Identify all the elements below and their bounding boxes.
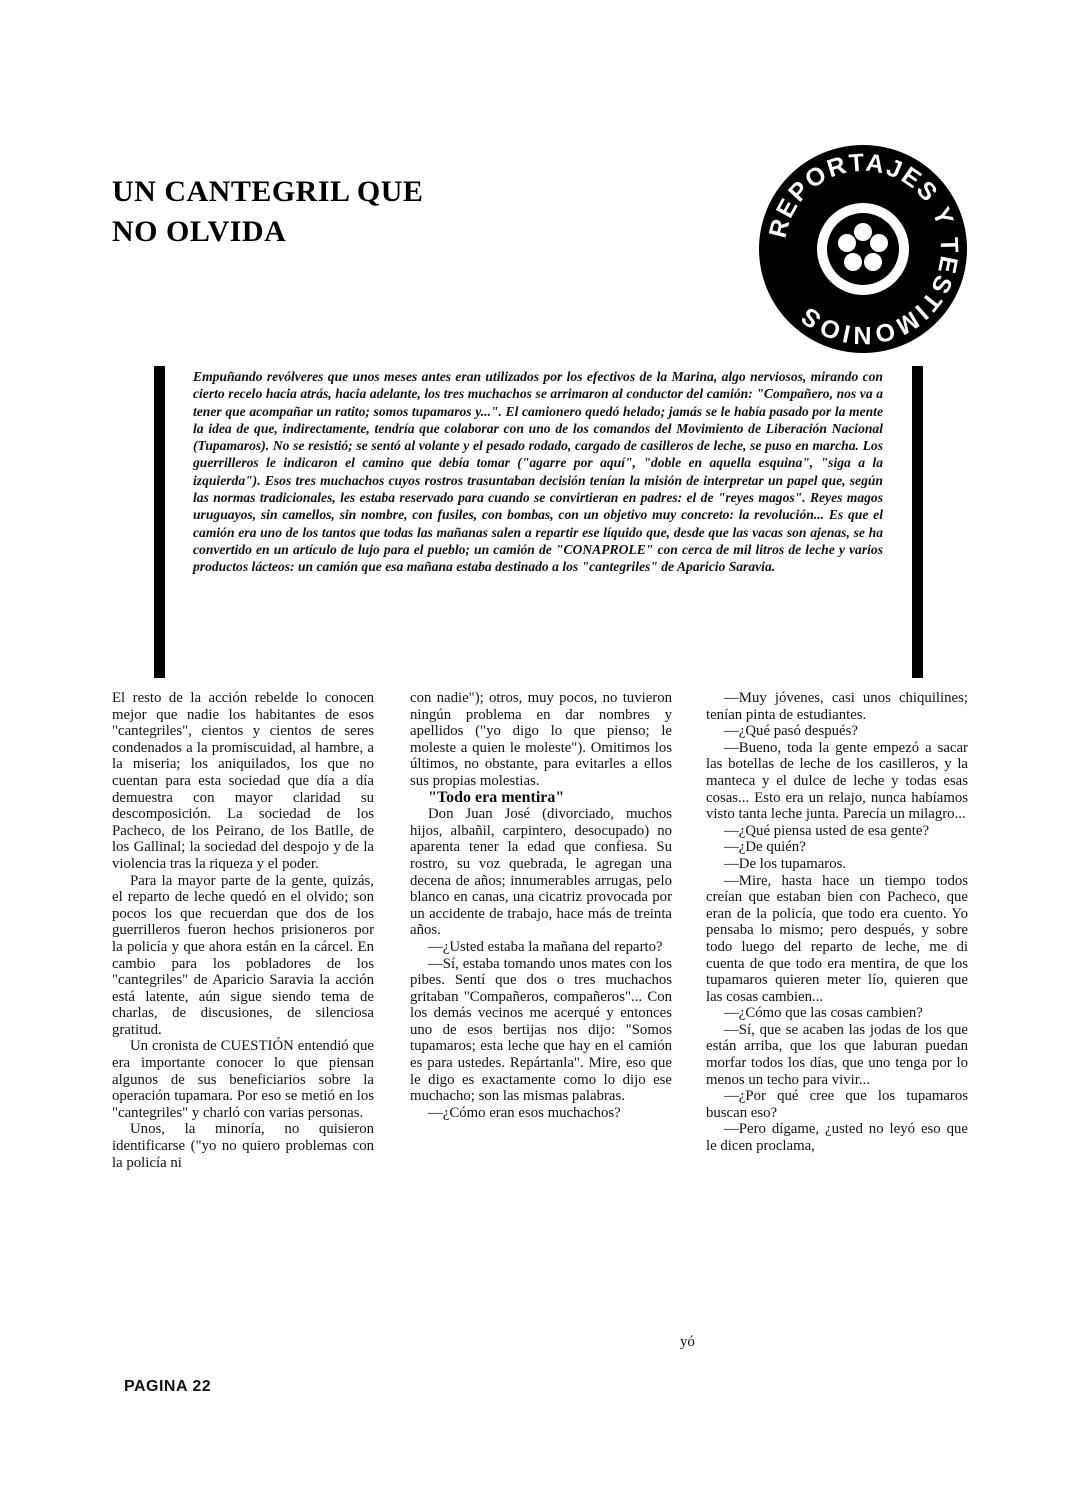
- column-1: [112, 690, 374, 1171]
- col3-paragraph-8: —¿Cómo que las cosas cambien?: [724, 1005, 923, 1022]
- col3-paragraph-7: —Mire, hasta hace un tiempo todos creían que estaban bien con Pacheco, que eran de la policía, que todo era cuento. Yo pensaba lo mismo; pero después, y sobre todo luego del reparto de leche, me di cuenta de que todo era mentira, de que los tupamaros quieren meter lío, quieren que las cosas cambien...: [706, 872, 968, 1005]
- headline-line-2: NO OLVIDA: [112, 215, 287, 248]
- col3-paragraph-1: —Muy jóvenes, casi unos chiquilines; tenían pinta de estudiantes.: [706, 690, 968, 723]
- col1-paragraph-2: Para la mayor parte de la gente, quizás, el reparto de leche quedó en el olvido; son pocos los que recuerdan que dos de los guerrilleros fueron hechos prisioneros por la policía y que ahora están en la cárcel. En cambio para los pobladores de los "cantegriles" de Aparicio Saravia la acción está latente, aún sigue siendo tema de charlas, de discusiones, de silenciosa gratitud.: [112, 872, 374, 1038]
- section-subhead: "Todo era mentira": [428, 788, 565, 806]
- seal-text: REPORTAJES Y TESTIMONIOS: [763, 148, 964, 350]
- lead-rule-right: [912, 366, 923, 678]
- col1-paragraph-1: El resto de la acción rebelde lo conocen mejor que nadie los habitantes de esos "cantegriles", cientos y cientos de seres condenados a la promiscuidad, al hambre, a la miseria; los aniquilados, los que no cuentan para esta sociedad que día a día demuestra con mayor claridad su descomposición. La sociedad de los Pacheco, de los Peirano, de los Batlle, de los Gallinal; la sociedad del despojo y de la violencia tras la riqueza y el poder.: [112, 690, 374, 872]
- article-headline: [112, 172, 423, 252]
- col3-paragraph-10: —¿Por qué cree que los tupamaros buscan eso?: [706, 1088, 968, 1121]
- col2-paragraph-1: con nadie"); otros, muy pocos, no tuvieron ningún problema en dar nombres y apellidos ("yo digo lo que pienso; le moleste a quien le moleste"). Omitimos los últimos, no obstante, para evitarles a ellos sus propias molestias.: [410, 690, 672, 789]
- col2-paragraph-3: —¿Usted estaba la mañana del reparto?: [428, 938, 663, 955]
- col3-paragraph-3: —Bueno, toda la gente empezó a sacar las botellas de leche de los casilleros, y la manteca y el dulce de leche y todas esas cosas... Esto era un relajo, nunca habíamos visto tanta leche junta. Parecía un milagro...: [706, 739, 968, 823]
- col3-paragraph-4: —¿Qué piensa usted de esa gente?: [724, 822, 930, 839]
- col3-paragraph-5: —¿De quién?: [724, 839, 806, 856]
- col3-paragraph-2: —¿Qué pasó después?: [724, 723, 858, 740]
- margin-fragment: yó: [680, 1334, 695, 1350]
- column-3: [706, 690, 968, 1155]
- col1-paragraph-4: Unos, la minoría, no quisieron identificarse ("yo no quiero problemas con la policía ni: [112, 1121, 374, 1171]
- headline-line-1: UN CANTEGRIL QUE: [112, 175, 424, 208]
- column-2: [410, 690, 672, 1121]
- col2-paragraph-2: Don Juan José (divorciado, muchos hijos, albañil, carpintero, desocupado) no aparenta tener la edad que confiesa. Su rostro, su voz quebrada, le agregan una decena de años; innumerables arrugas, pelo blanco en canas, una cicatriz provocada por un accidente de trabajo, hace más de treinta años.: [410, 806, 672, 939]
- col3-paragraph-9: —Sí, que se acaben las jodas de los que están arriba, que los que laburan puedan morfar todos los días, que uno tenga por lo menos un techo para vivir...: [706, 1021, 968, 1088]
- col3-paragraph-6: —De los tupamaros.: [724, 855, 847, 872]
- col1-paragraph-3: Un cronista de CUESTIÓN entendió que era importante conocer lo que piensan algunos de sus beneficiarios sobre la operación tupamara. Por eso se metió en los "cantegriles" y charló con varias personas.: [112, 1038, 374, 1121]
- page-number: PAGINA 22: [124, 1378, 212, 1395]
- reportajes-seal-logo: [756, 142, 970, 356]
- col3-paragraph-11: —Pero dígame, ¿usted no leyó eso que le dicen proclama,: [706, 1121, 968, 1155]
- lead-paragraph: Empuñando revólveres que unos meses antes eran utilizados por los efectivos de la Marina, algo nerviosos, mirando con cierto recelo hacia atrás, hacia adelante, los tres muchachos se arrimaron al conductor del camión: "Compañero, nos va a tener que acompañar un ratito; somos tupamaros y...". El camionero quedó helado; jamás se le había pasado por la mente la idea de que, indirectamente, tendría que colaborar con uno de los comandos del Movimiento de Liberación Nacional (Tupamaros). No se resistió; se sentó al volante y el pesado rodado, cargado de casilleros de leche, se puso en marcha. Los guerrilleros le indicaron el camino que debía tomar ("agarre por aquí", "doble en aquella esquina", "siga a la izquierda"). Esos tres muchachos cuyos rostros trasuntaban decisión tenían la misión de interpretar un papel que, según las normas tradicionales, les estaba reservado para cuando se convirtieran en padres: el de "reyes magos". Reyes magos uruguayos, sin camellos, sin nombre, con fusiles, con bombas, con un objetivo muy concreto: la revolución... Es que el camión era uno de los tantos que todas las mañanas salen a repartir ese líquido que, desde que las vacas son ajenas, se ha convertido en un artículo de lujo para el pueblo; un camión de "CONAPROLE" con cerca de mil litros de leche y varios productos lácteos: un camión que esa mañana estaba destinado a los "cantegriles" de Aparicio Saravia.: [193, 369, 883, 575]
- col2-paragraph-4: —Sí, estaba tomando unos mates con los pibes. Sentí que dos o tres muchachos gritaban "Compañeros, compañeros"... Con los demás vecinos me acerqué y entonces uno de esos bertijas nos dijo: "Somos tupamaros; esta leche que hay en el camión es para ustedes. Repártanla". Mire, eso que le digo es exactamente como lo dijo ese muchacho; son las mismas palabras.: [410, 955, 672, 1105]
- lead-rule-left: [154, 366, 165, 678]
- col2-paragraph-5: —¿Cómo eran esos muchachos?: [428, 1104, 621, 1121]
